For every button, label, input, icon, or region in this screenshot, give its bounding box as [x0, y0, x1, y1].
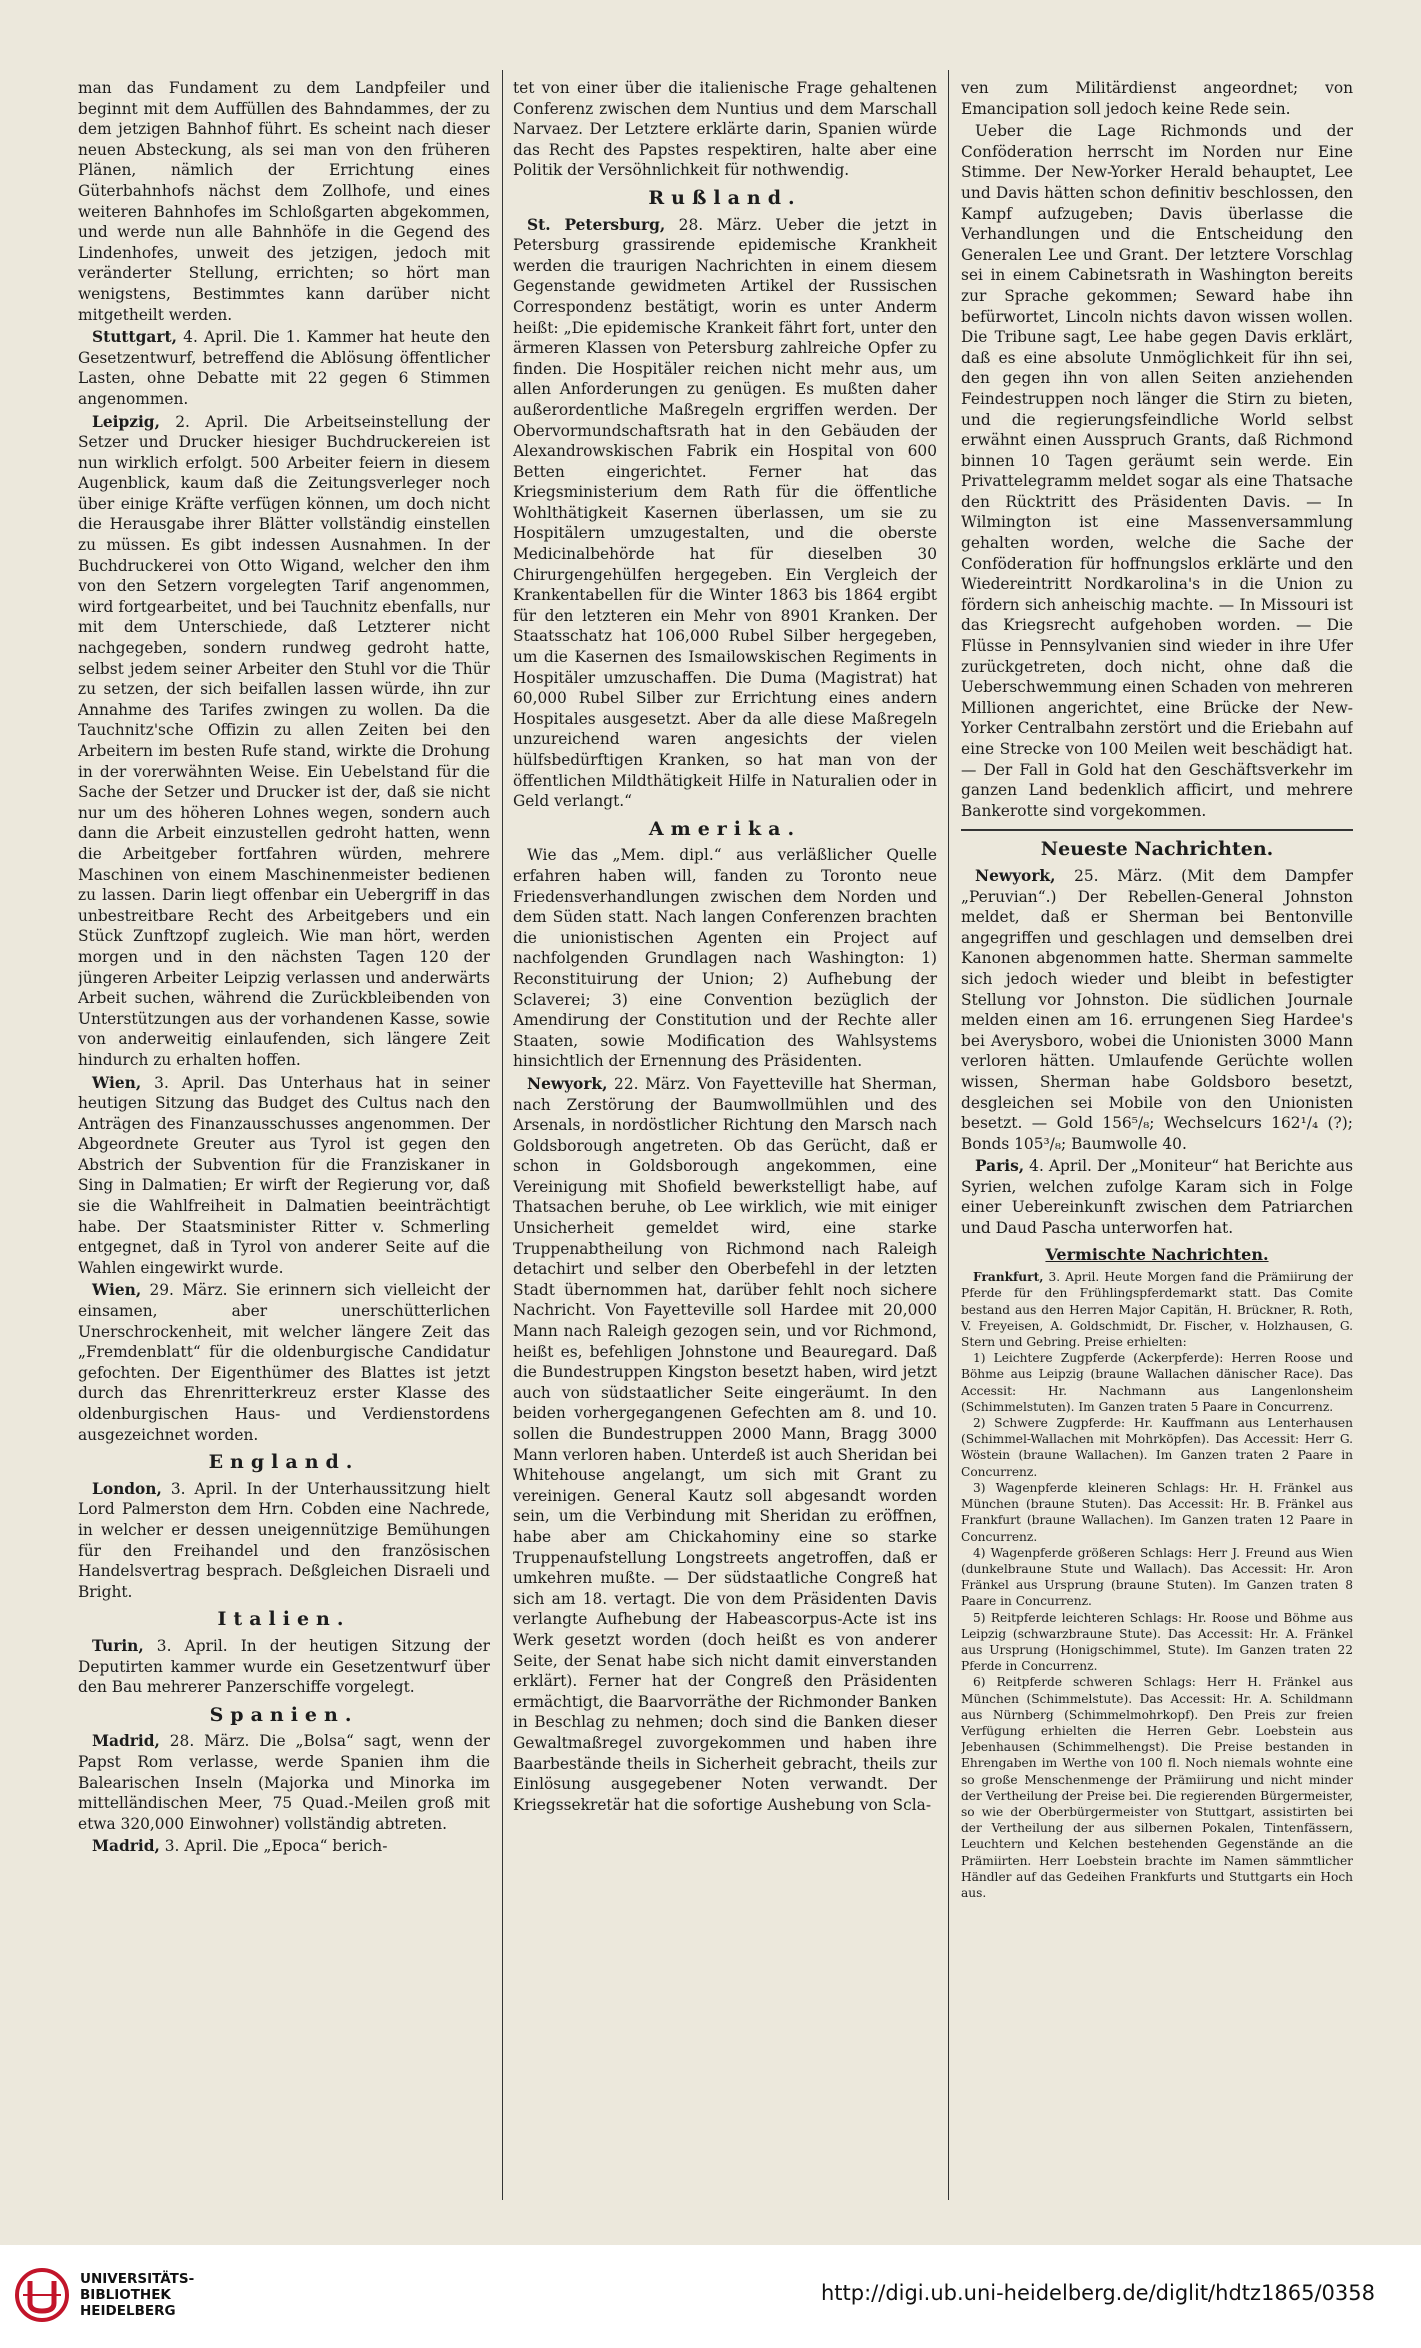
- dateline-place: Paris,: [975, 1157, 1025, 1176]
- article-text: 4. April. Die 1. Kammer hat heute den Gesetzentwurf, betreffend die Ablösung öffentlicher Lasten, ohne Debatte mit 22 gegen 6 Stimmen angenommen.: [78, 328, 490, 408]
- list-item: 5) Reitpferde leichteren Schlags: Hr. Roose und Böhme aus Leipzig (schwarzbraune Stute). Das Accessit: Hr. A. Fränkel aus Ursprung (Honigschimmel, Stute). Im Ganzen traten 22 Pferde in Concurrenz.: [961, 1610, 1353, 1674]
- article-paragraph: man das Fundament zu dem Landpfeiler und beginnt mit dem Auffüllen des Bahndammes, der zu dem jetzigen Bahnhof führt. Es scheint nach dieser neuen Absteckung, als sei man von den früheren Plänen, nämlich der Errichtung eines Güterbahnhofs nächst dem Zollhofe, und eines weiteren Bahnhofes im Schloßgarten abgekommen, und werde nun alle Bahnhöfe in die Gegend des Lindenhofes, unweit des jetzigen, jedoch mit veränderter Stellung, errichten; so hört man wenigstens, Bestimmtes kann darüber nicht mitgetheilt werden.: [78, 79, 490, 324]
- article-text: 3. April. In der Unterhaussitzung hielt Lord Palmerston dem Hrn. Cobden eine Nachrede, in welcher er dessen uneigennützige Bemühungen für den Freihandel und den französischen Handelsvertrag besprach. Deßgleichen Disraeli und Bright.: [78, 1479, 490, 1601]
- article-paragraph: [78, 412, 490, 1071]
- column-3: [961, 78, 1353, 2190]
- article-text: 3. April. Das Unterhaus hat in seiner heutigen Sitzung das Budget des Cultus nach den Anträgen des Finanzausschusses angenommen. Der Abgeordnete Greuter aus Tyrol ist gegen den Abstrich der Subvention für die Franziskaner in Sing in Dalmatien; Er wirft der Regierung vor, daß sie die Wahlfreiheit in Dalmatien beeinträchtigt habe. Der Staatsminister Ritter v. Schmerling entgegnet, daß in Tyrol von anderer Seite auf die Wahlen eingewirkt wurde.: [78, 1073, 490, 1277]
- article-paragraph: [78, 1636, 490, 1698]
- article-paragraph: [78, 1280, 490, 1445]
- vermischte-block: [961, 1269, 1353, 1901]
- source-url-link[interactable]: http://digi.ub.uni-heidelberg.de/diglit/hdtz1865/0358: [820, 2281, 1375, 2305]
- article-paragraph: tet von einer über die italienische Frage gehaltenen Conferenz zwischen dem Nuntius und dem Marschall Narvaez. Der Letztere erklärte darin, Spanien würde das Recht des Papstes respektiren, halte aber eine Politik der Versöhnlichkeit für nothwendig.: [513, 79, 937, 180]
- dateline-place: Wien,: [92, 1073, 142, 1092]
- column-2: [513, 78, 937, 2190]
- library-name-line: HEIDELBERG: [80, 2303, 176, 2319]
- section-heading-vermischte: Vermischte Nachrichten.: [1045, 1244, 1269, 1264]
- article-paragraph: [513, 215, 937, 812]
- article-text: 28. März. Ueber die jetzt in Petersburg grassirende epidemische Krankheit werden die traurigen Nachrichten in einem diesem Gegenstande gewidmeten Artikel der Russischen Correspondenz bestätigt, worin es unter Anderm heißt: „Die epidemische Krankeit fährt fort, unter den ärmeren Klassen von Petersburg zahlreiche Opfer zu finden. Die Hospitäler reichen nicht mehr aus, um allen Anforderungen zu genügen. Es mußten daher außerordentliche Maßregeln ergriffen werden. Der Obervormundschaftsrath hat in den Gebäuden der Alexandrowskischen Fabrik ein Hospital von 600 Betten eingerichtet. Ferner hat das Kriegsministerium dem Rath für die öffentliche Wohlthätigkeit Kasernen überlassen, um sie zu Hospitälern umzugestalten, und die oberste Medicinalbehörde hat für dieselben 30 Chirurgengehülfen hergegeben. Ein Vergleich der Krankentabellen für die Winter 1863 bis 1864 ergibt für den letzteren ein Mehr von 8901 Kranken. Der Staatsschatz hat 106,000 Rubel Silber hergegeben, um die Kasernen des Ismailowskischen Regiments in Hospitäler umzuschaffen. Die Duma (Magistrat) hat 60,000 Rubel Silber zur Errichtung eines andern Hospitales ausgesetzt. Aber da alle diese Maßregeln unzureichend waren angesichts der vielen hülfsbedürftigen Kranken, so hat man von der öffentlichen Mildthätigkeit Hilfe in Naturalien oder in Geld verlangt.“: [513, 215, 937, 811]
- article-paragraph: [961, 866, 1353, 1154]
- article-paragraph: [78, 1073, 490, 1279]
- section-heading-england: England.: [208, 1451, 360, 1474]
- dateline-place: Turin,: [92, 1636, 144, 1655]
- section-heading-amerika: Amerika.: [648, 817, 802, 840]
- section-heading-spanien: Spanien.: [209, 1703, 359, 1726]
- article-text: 25. März. (Mit dem Dampfer „Peruvian“.) Der Rebellen-General Johnston meldet, daß er Sherman bei Bentonville angegriffen und geschlagen und demselben drei Kanonen abgenommen hatte. Sherman sammelte sich jedoch wieder und bleibt in befestigter Stellung vor Johnston. Die südlichen Journale melden einen am 16. errungenen Sieg Hardee's bei Averysboro, wobei die Unionisten 3000 Mann verloren hätten. Umlaufende Gerüchte wollen wissen, Sherman habe Goldsboro besetzt, desgleichen sei Mobile von den Unionisten besetzt. — Gold 156⁵/₈; Wechselcurs 162¹/₄ (?); Bonds 105³/₈; Baumwolle 40.: [961, 866, 1353, 1153]
- article-text: 2. April. Die Arbeitseinstellung der Setzer und Drucker hiesiger Buchdruckereien ist nun wirklich erfolgt. 500 Arbeiter feiern in diesem Augenblick, kaum daß die Zeitungsverleger noch über einige Kräfte verfügen können, um doch nicht die Herausgabe ihrer Blätter vollständig einstellen zu müssen. Es gibt indessen Ausnahmen. In der Buchdruckerei von Otto Wigand, welcher den ihm von den Setzern vorgelegten Tarif angenommen, wird fortgearbeitet, und bei Tauchnitz ebenfalls, nur mit dem Unterschiede, daß Letzterer nicht nachgegeben, sondern rundweg gedroht hatte, selbst jedem seiner Arbeiter den Stuhl vor die Thür zu setzen, der sich beifallen lassen würde, ihn zur Annahme des Tarifes zwingen zu wollen. Da die Tauchnitz'sche Offizin zu allen Zeiten bei den Arbeitern im besten Rufe stand, wirkte die Drohung in der vorerwähnten Weise. Ein Uebelstand für die Sache der Setzer und Drucker ist der, daß sie nicht nur um des höheren Lohnes wegen, sondern auch dann die Arbeit einzustellen gedroht hatten, wenn die Arbeitgeber fortfahren würden, mehrere Maschinen von einem Maschinenmeister bedienen zu lassen. Darin liegt offenbar ein Uebergriff in das unbestreitbare Recht des Arbeitgebers und ein Stück Zunftzopf zugleich. Wie man hört, werden morgen und in den nächsten Tagen 120 der jüngeren Arbeiter Leipzig verlassen und anderwärts Arbeit suchen, während die Zurückbleibenden von Unterstützungen aus der vorhandenen Kasse, sowie von anderweitig einlaufenden, sich längere Zeit hindurch zu erhalten hoffen.: [78, 412, 490, 1069]
- dateline-place: St. Petersburg,: [527, 215, 666, 234]
- dateline-place: Frankfurt,: [973, 1270, 1044, 1285]
- library-footer: [0, 2245, 1421, 2348]
- article-paragraph: [78, 1731, 490, 1834]
- list-item: 6) Reitpferde schweren Schlags: Herr H. Fränkel aus München (Schimmelstute). Das Accessit: Hr. A. Schildmann aus Nürnberg (Schimmelmohrkopf). Den Preis zur freien Verfügung erhielten die Herren Gebr. Loebstein aus Jebenhausen (Schimmelhengst). Die Preise bestanden in Ehrengaben im Werthe von 100 fl. Noch niemals wohnte eine so große Menschenmenge der Prämiirung und nicht minder der Vertheilung der Preise bei. Die regierenden Bürgermeister, so wie der Oberbürgermeister von Stuttgart, assistirten bei der Vertheilung der aus silbernen Pokalen, Tintenfässern, Leuchtern und Kelchen bestehenden Gegenstände an die Prämiirten. Herr Loebstein brachte im Namen sämmtlicher Händler auf das Gedeihen Frankfurts und Stuttgarts ein Hoch aus.: [961, 1675, 1353, 1900]
- column-1: [78, 78, 490, 2190]
- article-text: 3. April. Heute Morgen fand die Prämiirung der Pferde für den Frühlingspferdemarkt statt. Das Comite bestand aus den Herren Major Capitän, H. Brückner, R. Roth, V. Freyeisen, A. Goldschmidt, Dr. Fischer, v. Holzhausen, G. Stern und Gebring. Preise erhielten:: [961, 1270, 1353, 1350]
- column-rule: [502, 70, 503, 2200]
- list-item: 4) Wagenpferde größeren Schlags: Herr J. Freund aus Wien (dunkelbraune Stute und Wallach). Das Accessit: Hr. Aron Fränkel aus Ursprung (braune Stuten). Im Ganzen traten 8 Paare in Concurrenz.: [961, 1545, 1353, 1609]
- dateline-place: Newyork,: [975, 866, 1056, 885]
- article-paragraph: [78, 1479, 490, 1603]
- article-text: 28. März. Die „Bolsa“ sagt, wenn der Papst Rom verlasse, werde Spanien ihm die Balearischen Inseln (Majorka und Minorka im mittelländischen Meer, 75 Quad.-Meilen groß mit etwa 320,000 Einwohner) vollständig abtreten.: [78, 1732, 490, 1833]
- dateline-place: Newyork,: [527, 1074, 608, 1093]
- article-text: 3. April. In der heutigen Sitzung der Deputirten kammer wurde ein Gesetzentwurf über den Bau mehrerer Panzerschiffe vorgelegt.: [78, 1636, 490, 1697]
- article-text: 3. April. Die „Epoca“ berich-: [159, 1837, 388, 1856]
- dateline-place: Madrid,: [92, 1732, 160, 1751]
- dateline-place: Madrid,: [92, 1837, 160, 1856]
- article-paragraph: [961, 1269, 1353, 1350]
- article-paragraph: Ueber die Lage Richmonds und der Conföderation herrscht im Norden nur Eine Stimme. Der New-Yorker Herald behauptet, Lee und Davis hätten schon definitiv beschlossen, den Kampf aufzugeben; Davis überlasse die Verhandlungen und die Entscheidung den Generalen Lee und Grant. Der letztere Vorschlag sei in einem Cabinetsrath in Washington bereits zur Sprache gekommen; Seward habe ihn befürwortet, Lincoln nichts davon wissen wollen. Die Tribune sagt, Lee habe gegen Davis erklärt, daß es eine absolute Unmöglichkeit für ihn sei, den gegen ihn von allen Seiten anziehenden Feindestruppen noch länger die Stirn zu bieten, und die regierungsfeindliche World selbst erwähnt einen Ausspruch Grants, daß Richmond binnen 10 Tagen geräumt sein werde. Ein Privattelegramm meldet sogar als eine Thatsache den Rücktritt des Präsidenten Davis. — In Wilmington ist eine Massenversammlung gehalten worden, welche die Sache der Conföderation für hoffnungslos erklärte und den Wiedereintritt Nordkarolina's in die Union zu fördern sich anheischig machte. — In Missouri ist das Kriegsrecht aufgehoben worden. — Die Flüsse in Pennsylvanien sind wieder in ihre Ufer zurückgetreten, doch nicht, ohne daß die Ueberschwemmung einen Schaden von mehreren Millionen angerichtet, eine Brücke der New-Yorker Centralbahn zerstört und die Eriebahn auf eine Strecke von 100 Meilen weit beschädigt hat. — Der Fall in Gold hat den Geschäftsverkehr im ganzen Land bedenklich afficirt, und mehrere Bankerotte sind vorgekommen.: [961, 122, 1353, 820]
- section-heading-italien: Italien.: [217, 1608, 351, 1631]
- article-paragraph: [78, 327, 490, 409]
- article-text: 29. März. Sie erinnern sich vielleicht der einsamen, aber unerschütterlichen Unerschrockenheit, mit welcher längere Zeit das „Fremdenblatt“ für die oldenburgische Candidatur gefochten. Der Eigenthümer des Blattes ist jetzt durch das Ehrenritterkreuz erster Klasse des oldenburgischen Haus- und Verdienstordens ausgezeichnet worden.: [78, 1281, 490, 1444]
- list-item: 1) Leichtere Zugpferde (Ackerpferde): Herren Roose und Böhme aus Leipzig (braune Wallachen dänischer Race). Das Accessit: Hr. Nachmann aus Langenlonsheim (Schimmelstuten). Im Ganzen traten 5 Paare in Concurrenz.: [961, 1351, 1353, 1414]
- article-paragraph: [961, 1156, 1353, 1238]
- university-library-logo-icon: [14, 2267, 70, 2323]
- column-rule: [948, 70, 949, 2200]
- dateline-place: Wien,: [92, 1281, 142, 1300]
- list-item: 2) Schwere Zugpferde: Hr. Kauffmann aus Lenterhausen (Schimmel-Wallachen mit Mohrköpfen). Das Accessit: Herr G. Wöstein (braune Wallachen). Im Ganzen traten 2 Paare in Concurrenz.: [961, 1416, 1353, 1479]
- section-divider: [961, 829, 1353, 831]
- library-name-line: UNIVERSITÄTS-: [80, 2271, 195, 2287]
- dateline-place: Leipzig,: [92, 412, 160, 431]
- list-item: 3) Wagenpferde kleineren Schlags: Hr. H. Fränkel aus München (braune Stuten). Das Accessit: Hr. B. Fränkel aus Frankfurt (braune Wallachen). Im Ganzen traten 12 Paare in Concurrenz.: [961, 1480, 1353, 1544]
- library-name-line: BIBLIOTHEK: [80, 2287, 171, 2303]
- article-paragraph: [78, 1836, 490, 1857]
- dateline-place: Stuttgart,: [92, 328, 177, 347]
- library-name: [80, 2271, 194, 2319]
- article-paragraph: [513, 1074, 937, 1815]
- section-heading-neueste: Neueste Nachrichten.: [1040, 838, 1274, 861]
- dateline-place: London,: [92, 1479, 162, 1498]
- article-paragraph: Wie das „Mem. dipl.“ aus verläßlicher Quelle erfahren haben will, fanden zu Toronto neue Friedensverhandlungen zwischen dem Norden und dem Süden statt. Nach langen Conferenzen brachten die unionistischen Agenten ein Project auf nachfolgenden Grundlagen nach Washington: 1) Reconstituirung der Union; 2) Aufhebung der Sclaverei; 3) eine Convention bezüglich der Amendirung der Constitution und der Rechte aller Staaten, sowie Modification des Wahlsystems hinsichtlich der Ernennung des Präsidenten.: [513, 846, 937, 1071]
- article-text: 4. April. Der „Moniteur“ hat Berichte aus Syrien, welchen zufolge Karam sich in Folge einer Uebereinkunft zwischen dem Patriarchen und Daud Pascha unterworfen hat.: [961, 1157, 1353, 1238]
- article-paragraph: ven zum Militärdienst angeordnet; von Emancipation soll jedoch keine Rede sein.: [961, 79, 1353, 118]
- article-text: 22. März. Von Fayetteville hat Sherman, nach Zerstörung der Baumwollmühlen und des Arsenals, in nordöstlicher Richtung den Marsch nach Goldsborough angetreten. Ob das Gerücht, daß er schon in Goldsborough angekommen, eine Vereinigung mit Shofield bewerkstelligt habe, auf Thatsachen beruhe, ob Lee wirklich, wie mit einiger Unsicherheit gemeldet wird, eine starke Truppenabtheilung von Richmond nach Raleigh detachirt und selber den Oberbefehl in der letzten Stadt übernommen hat, darüber fehlt noch sichere Nachricht. Von Fayetteville soll Hardee mit 20,000 Mann nach Raleigh gezogen sein, und vor Richmond, heißt es, befehligen Johnstone und Beauregard. Daß die Bundestruppen Kingston besetzt haben, wird jetzt auch von südstaatlicher Seite eingeräumt. In den beiden vorhergegangenen Gefechten am 8. und 10. sollen die Bundestruppen 2000 Mann, Bragg 3000 Mann verloren haben. Unterdeß ist auch Sheridan bei Whitehouse angelangt, um sich mit Grant zu vereinigen. General Kautz soll abgesandt worden sein, um die Verbindung mit Sheridan zu eröffnen, habe aber am Chickahominy eine so starke Truppenaufstellung Longstreets angetroffen, daß er umkehren mußte. — Der südstaatliche Congreß hat sich am 18. vertagt. Die von dem Präsidenten Davis verlangte Aufhebung der Habeascorpus-Acte ist ins Werk gesetzt worden (doch heißt es von anderer Seite, der Senat habe sich nicht damit einverstanden erklärt). Ferner hat der Congreß den Präsidenten ermächtigt, die Baarvorräthe der Richmonder Banken in Beschlag zu nehmen; doch sind die Banken dieser Gewaltmaßregel zuvorgekommen und haben ihre Baarbestände theils in Sicherheit gebracht, theils zur Einlösung ausgegebener Noten verwandt. Der Kriegssekretär hat die sofortige Aushebung von Scla-: [513, 1074, 937, 1814]
- section-heading-russland: Rußland.: [648, 186, 802, 209]
